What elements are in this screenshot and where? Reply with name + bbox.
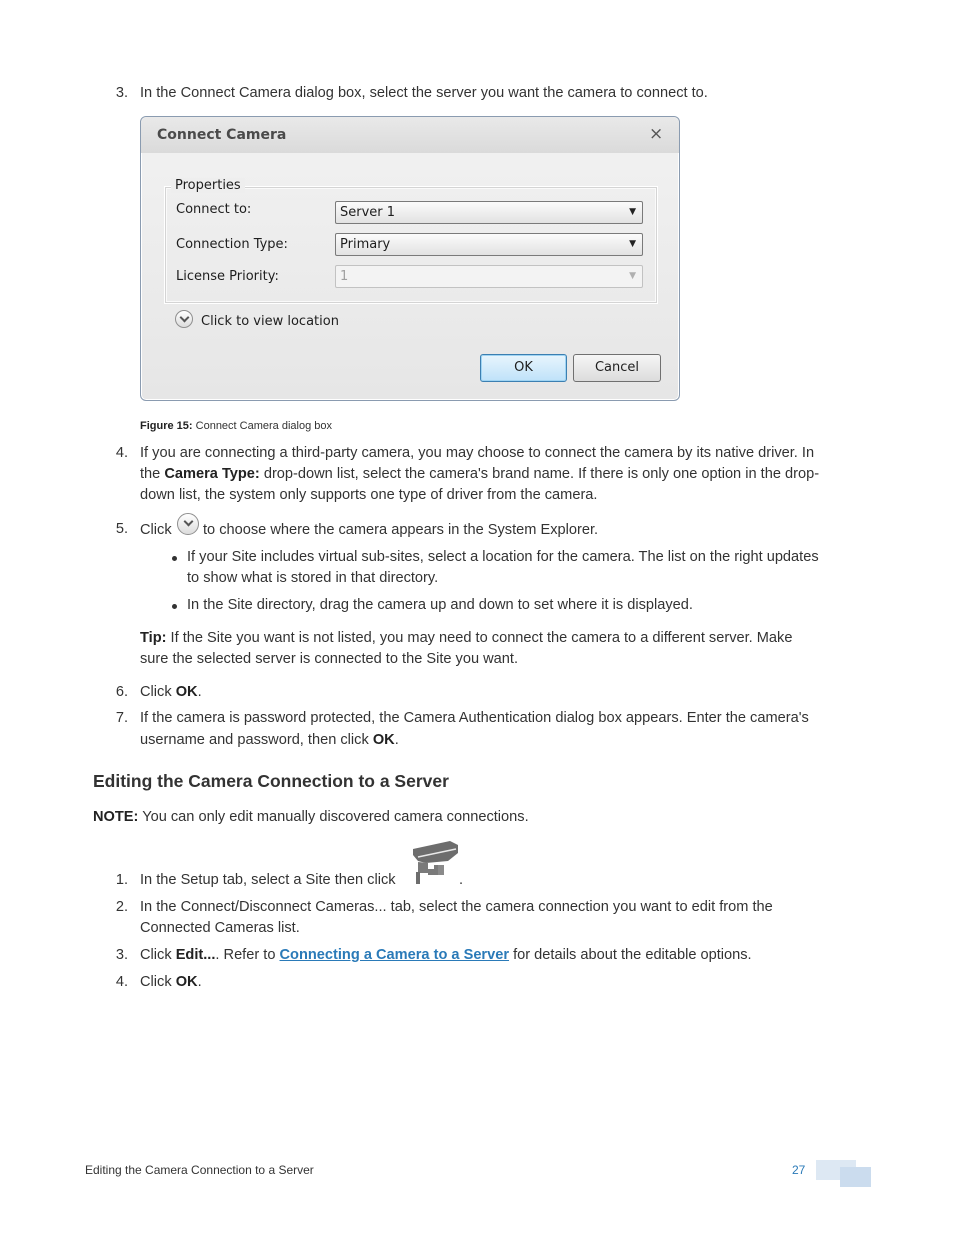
dropdown-arrow-icon: ▼	[629, 271, 636, 281]
dropdown-arrow-icon: ▼	[629, 207, 636, 217]
footer-title: Editing the Camera Connection to a Server	[85, 1163, 314, 1177]
license-priority-select: 1 ▼	[335, 265, 643, 288]
dropdown-arrow-icon: ▼	[629, 239, 636, 249]
bullet-icon	[172, 604, 177, 609]
cancel-button[interactable]: Cancel	[573, 354, 661, 382]
chevron-down-icon[interactable]	[175, 310, 193, 328]
connect-to-select[interactable]: Server 1 ▼	[335, 201, 643, 224]
connect-to-label: Connect to:	[176, 202, 252, 217]
dialog-title-bar	[141, 117, 679, 153]
bullet-icon	[172, 556, 177, 561]
figure-caption: Figure 15: Connect Camera dialog box	[140, 420, 332, 432]
ok-button[interactable]: OK	[480, 354, 567, 382]
connection-type-label: Connection Type:	[176, 237, 288, 252]
dialog-title: Connect Camera	[157, 127, 287, 143]
connection-type-select[interactable]: Primary ▼	[335, 233, 643, 256]
view-location-link[interactable]: Click to view location	[201, 314, 339, 329]
footer-decoration	[840, 1167, 871, 1187]
connecting-camera-link[interactable]: Connecting a Camera to a Server	[279, 947, 510, 963]
connect-camera-dialog	[140, 116, 680, 401]
close-icon[interactable]: ×	[649, 124, 664, 144]
note: NOTE: You can only edit manually discovered camera connections.	[93, 809, 529, 825]
page-number: 27	[792, 1163, 806, 1177]
camera-connect-icon	[410, 839, 460, 886]
section-heading: Editing the Camera Connection to a Server	[93, 771, 449, 791]
license-priority-label: License Priority:	[176, 269, 279, 284]
chevron-down-icon	[177, 513, 199, 535]
properties-legend: Properties	[171, 178, 245, 193]
